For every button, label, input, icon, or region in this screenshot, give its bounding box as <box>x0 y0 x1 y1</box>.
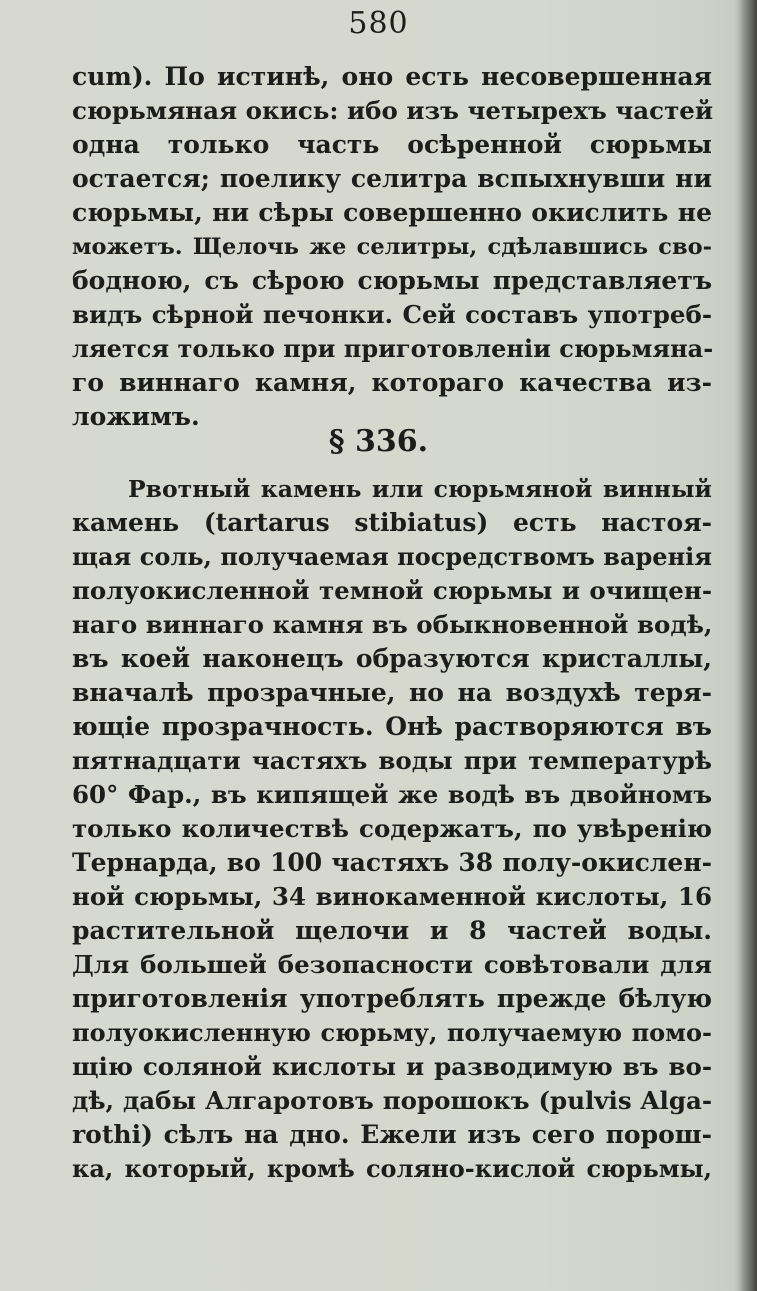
text-line: видъ сѣрной печонки. Сей составъ употреб- <box>72 300 712 329</box>
paragraph-continued <box>72 60 712 434</box>
text-line: сюрьмяная окись: ибо изъ четырехъ частей <box>72 96 714 125</box>
text-line: го виннаго камня, котораго качества из- <box>72 368 712 397</box>
section-heading: § 336. <box>328 424 429 459</box>
text-line: полуокисленной темной сюрьмы и очищен- <box>72 576 712 605</box>
text-line: одна только часть осѣренной сюрьмы <box>72 130 712 159</box>
text-line: въ коей наконецъ образуются кристаллы, <box>72 644 712 673</box>
text-line: cum). По истинѣ, оно есть несовершенная <box>72 62 712 91</box>
text-line: вначалѣ прозрачные, но на воздухѣ теря- <box>72 678 712 707</box>
text-line: дѣ, дабы Алгаротовъ порошокъ (pulvis Alga- <box>72 1086 712 1115</box>
text-line: приготовленія употреблять прежде бѣлую <box>72 984 712 1013</box>
text-line: Для большей безопасности совѣтовали для <box>72 950 712 979</box>
text-line: пятнадцати частяхъ воды при температурѣ <box>72 746 712 775</box>
text-line: ляется только при приготовленіи сюрьмяна- <box>72 334 714 363</box>
page-edge-shadow <box>739 0 757 1291</box>
text-line: наго виннаго камня въ обыкновенной водѣ, <box>72 610 713 639</box>
text-line: щая соль, получаемая посредствомъ варенія <box>72 542 712 571</box>
text-line: полуокисленную сюрьму, получаемую помо- <box>72 1018 712 1047</box>
text-line: ной сюрьмы, 34 винокаменной кислоты, 16 <box>72 882 712 911</box>
text-line: растительной щелочи и 8 частей воды. <box>72 916 712 945</box>
text-line: сюрьмы, ни сѣры совершенно окислить не <box>72 198 712 227</box>
text-line: ложимъ. <box>72 402 200 431</box>
paragraph-section-336 <box>72 472 712 1186</box>
page-number: 580 <box>348 6 409 41</box>
text-line: ка, который, кромѣ соляно-кислой сюрьмы, <box>72 1154 712 1183</box>
text-line: 60° Фар., въ кипящей же водѣ въ двойномъ <box>72 780 712 809</box>
text-line: можетъ. Щелочь же селитры, сдѣлавшись сво- <box>72 234 712 260</box>
text-line: остается; поелику селитра вспыхнувши ни <box>72 164 712 193</box>
text-line: камень (tartarus stibiatus) есть настоя- <box>72 508 712 537</box>
text-line: щію соляной кислоты и разводимую въ во- <box>72 1052 712 1081</box>
text-line: Тернарда, во 100 частяхъ 38 полу-окислен- <box>72 848 712 877</box>
text-line: бодною, съ сѣрою сюрьмы представляетъ <box>72 266 712 295</box>
text-line: ющіе прозрачность. Онѣ растворяются въ <box>72 712 712 741</box>
text-line: только количествѣ содержатъ, по увѣренію <box>72 814 712 843</box>
text-line: rothi) сѣлъ на дно. Ежели изъ сего порош- <box>72 1120 712 1149</box>
text-line: Рвотный камень или сюрьмяной винный <box>128 475 712 503</box>
